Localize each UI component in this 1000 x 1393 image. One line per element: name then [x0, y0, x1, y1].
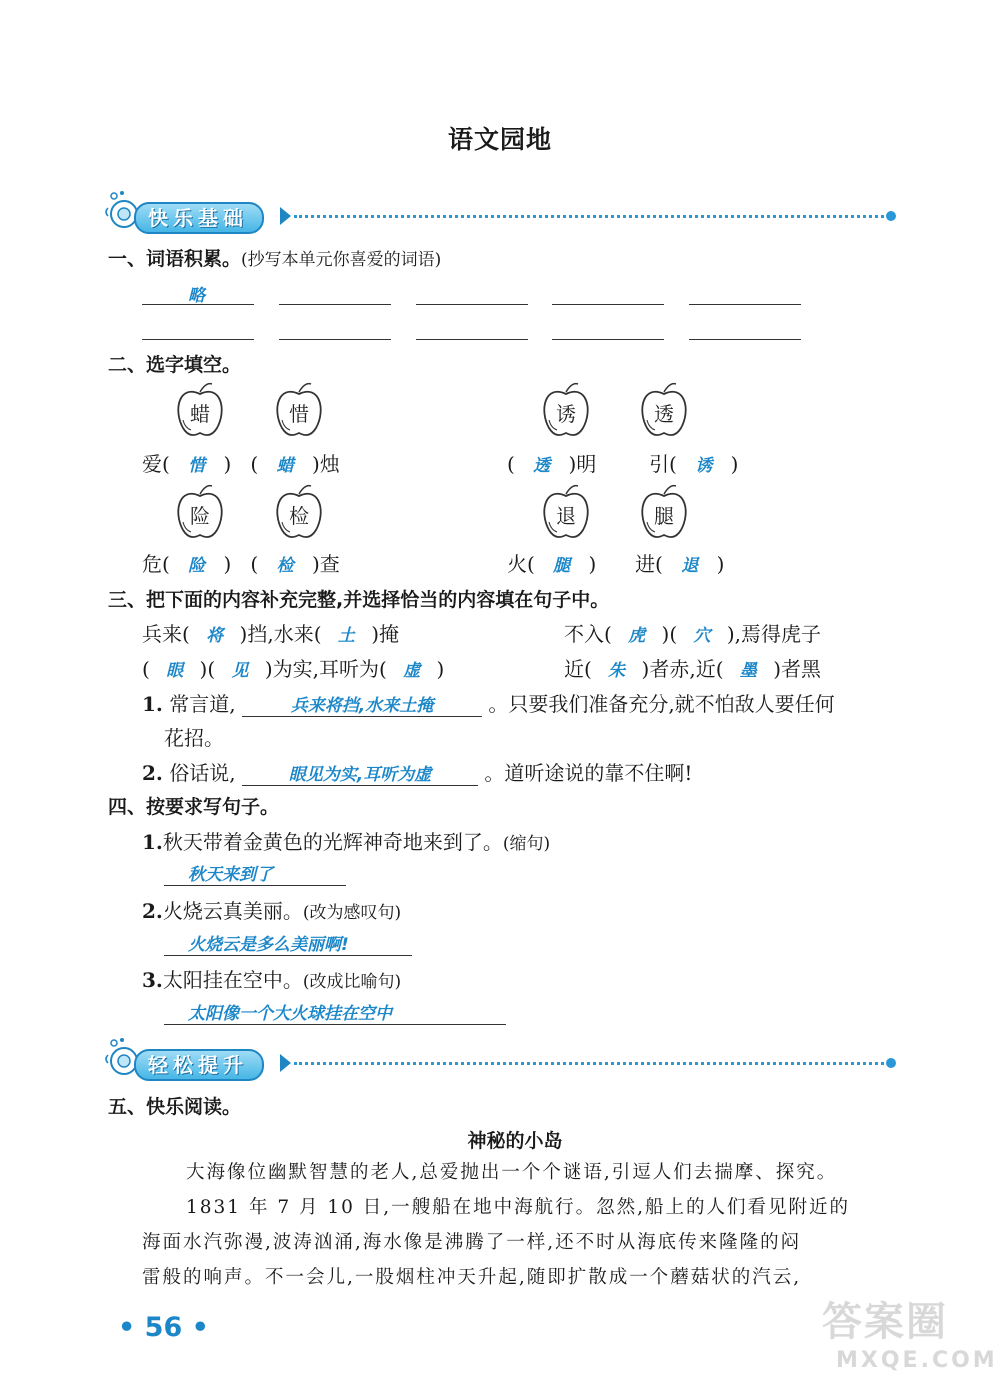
q3-text: )( [661, 622, 678, 646]
q3-answer: 土 [337, 626, 355, 646]
q3-sentence-1 [142, 688, 835, 717]
apple-char: 诱 [556, 402, 576, 426]
q2-text: 爱( [142, 452, 170, 476]
q3-answer: 眼 [166, 661, 184, 681]
apple-char: 腿 [654, 504, 674, 528]
banner-end-dot [886, 211, 896, 221]
q2-text: )查 [311, 552, 340, 576]
q3-text: )( [199, 657, 216, 681]
q4-item-text: 火烧云真美丽。 [162, 899, 303, 923]
q3-text: )挡,水来( [239, 622, 322, 646]
q4-item-1 [142, 826, 550, 855]
q1-blank-7 [279, 339, 391, 340]
q2-text: 火( [507, 552, 535, 576]
section-label-basics: 快乐基础 [134, 202, 264, 234]
q3-answer: 朱 [608, 661, 626, 681]
q2-answer: 透 [533, 456, 551, 476]
apple-card [539, 482, 593, 542]
passage-line: 大海像位幽默智慧的老人,总爱抛出一个个谜语,引逗人们去揣摩、探究。 [186, 1162, 838, 1183]
banner-dotted-line [294, 1062, 884, 1065]
q3-answer: 虚 [403, 661, 421, 681]
q1-blank-4 [552, 304, 664, 305]
apple-char: 险 [190, 504, 210, 528]
q2-row-2-right [507, 548, 724, 577]
q3-line-1-right [564, 618, 821, 647]
page-title: 语文园地 [447, 125, 552, 154]
q2-answer: 险 [188, 556, 206, 576]
q2-row-1-left [142, 448, 340, 477]
apple-char: 透 [654, 402, 674, 426]
q2-answer: 蜡 [276, 456, 294, 476]
q4-answer-3: 太阳像一个大火球挂在空中 [164, 999, 506, 1025]
apple-card [637, 380, 691, 440]
apple-char: 蜡 [190, 402, 210, 426]
q3-text: ),焉得虎子 [726, 622, 822, 646]
apple-char: 检 [289, 504, 309, 528]
q3-sentence-1-cont: 花招。 [164, 726, 224, 750]
q3-line-1-left [142, 618, 399, 647]
page-number-value: 56 [144, 1312, 183, 1343]
q3-sentence-number: 2. [142, 761, 163, 785]
apple-card [539, 380, 593, 440]
apple-char: 退 [556, 504, 576, 528]
banner-end-dot [886, 1058, 896, 1068]
q4-item-text: 太阳挂在空中。 [162, 968, 303, 992]
banner-arrow [280, 207, 291, 225]
q4-answer-1: 秋天来到了 [164, 860, 346, 886]
q1-heading-text: 一、词语积累。 [108, 248, 242, 270]
q3-sentence-answer: 兵来将挡,水来土掩 [242, 691, 482, 717]
section-banner-improve [100, 1045, 900, 1081]
q4-item-number: 1. [142, 830, 163, 854]
passage-line: 1831 年 7 月 10 日,一艘船在地中海航行。忽然,船上的人们看见附近的 [186, 1197, 851, 1218]
q5-heading: 五、快乐阅读。 [108, 1096, 242, 1118]
q2-answer: 退 [681, 556, 699, 576]
q1-blank-5 [689, 304, 801, 305]
q2-answer: 惜 [188, 456, 206, 476]
q4-item-3 [142, 964, 401, 993]
q3-text: ) [436, 657, 445, 681]
watermark-url: MXQE.COM [836, 1348, 998, 1373]
q1-blank-9 [552, 339, 664, 340]
q4-item-text: 秋天带着金黄色的光辉神奇地来到了。 [162, 830, 503, 854]
q4-item-2 [142, 895, 401, 924]
page-number [118, 1312, 209, 1343]
q3-sentence-number: 1. [142, 692, 163, 716]
q3-text: 常言道, [169, 692, 236, 716]
apple-card [173, 482, 227, 542]
q4-item-note: (缩句) [502, 834, 551, 854]
q3-text: 兵来( [142, 622, 190, 646]
q1-blank-10 [689, 339, 801, 340]
q3-answer: 见 [231, 661, 249, 681]
q3-text: 。只要我们准备充分,就不怕敌人要任何 [488, 692, 835, 716]
q2-text: ) [588, 552, 597, 576]
q2-text: 引( [649, 452, 677, 476]
q2-answer: 腿 [553, 556, 571, 576]
q3-text: )掩 [371, 622, 400, 646]
q2-text: 进( [635, 552, 663, 576]
q3-text: 不入( [564, 622, 612, 646]
q3-sentence-answer: 眼见为实,耳听为虚 [242, 760, 478, 786]
q3-heading: 三、把下面的内容补充完整,并选择恰当的内容填在句子中。 [108, 589, 610, 611]
q3-text: 俗话说, [169, 761, 236, 785]
q3-answer: 穴 [693, 626, 711, 646]
q3-answer: 虎 [628, 626, 646, 646]
q2-row-1-right [507, 448, 738, 477]
q2-text: 危( [142, 552, 170, 576]
q1-blank-1 [142, 304, 254, 305]
passage-line: 海面水汽弥漫,波涛汹涌,海水像是沸腾了一样,还不时从海底传来隆隆的闷 [142, 1232, 802, 1253]
q3-sentence-2 [142, 757, 692, 786]
section-label-improve: 轻松提升 [134, 1049, 264, 1081]
q1-answer: 略 [188, 286, 205, 306]
q3-text: )者赤,近( [641, 657, 724, 681]
q4-item-number: 2. [142, 899, 163, 923]
apple-card [637, 482, 691, 542]
q3-text: 近( [564, 657, 592, 681]
q3-answer: 墨 [739, 661, 757, 681]
q4-item-number: 3. [142, 968, 163, 992]
q2-text: ) ( [223, 452, 259, 476]
q2-text: )烛 [311, 452, 340, 476]
section-banner-basics [100, 198, 900, 234]
q2-text: ) [730, 452, 739, 476]
passage-line: 雷般的响声。不一会儿,一股烟柱冲天升起,随即扩散成一个蘑菇状的汽云, [142, 1267, 802, 1288]
q2-text: ) [716, 552, 725, 576]
q4-item-note: (改成比喻句) [302, 972, 402, 992]
q4-item-note: (改为感叹句) [302, 903, 402, 923]
q2-answer: 检 [276, 556, 294, 576]
watermark-logo [822, 1290, 948, 1347]
q1-blank-8 [416, 339, 528, 340]
q3-text: )为实,耳听为( [264, 657, 387, 681]
watermark-text: 答案圈 [822, 1299, 948, 1345]
q3-text: 。道听途说的靠不住啊! [484, 761, 693, 785]
q3-text: )者黑 [773, 657, 822, 681]
passage-title: 神秘的小岛 [467, 1130, 563, 1152]
q4-answer-2: 火烧云是多么美丽啊! [164, 930, 412, 956]
q4-heading: 四、按要求写句子。 [108, 796, 280, 818]
q2-text: ) ( [223, 552, 259, 576]
q1-blank-3 [416, 304, 528, 305]
q2-heading: 二、选字填空。 [108, 354, 242, 376]
q2-text: ( [507, 452, 515, 476]
page-number-dot: • [191, 1312, 209, 1343]
page-number-dot: • [118, 1312, 136, 1343]
banner-dotted-line [294, 215, 884, 218]
apple-char: 惜 [289, 402, 309, 426]
q1-heading [108, 244, 441, 271]
q3-answer: 将 [206, 626, 224, 646]
q1-blank-2 [279, 304, 391, 305]
apple-card [173, 380, 227, 440]
q1-note: (抄写本单元你喜爱的词语) [241, 250, 442, 270]
q3-line-2-left [142, 653, 444, 682]
q2-row-2-left [142, 548, 340, 577]
q2-answer: 诱 [695, 456, 713, 476]
apple-card [272, 380, 326, 440]
banner-arrow [280, 1054, 291, 1072]
q3-text: ( [142, 657, 150, 681]
apple-card [272, 482, 326, 542]
q1-blank-6 [142, 339, 254, 340]
q2-text: )明 [568, 452, 597, 476]
q3-line-2-right [564, 653, 821, 682]
